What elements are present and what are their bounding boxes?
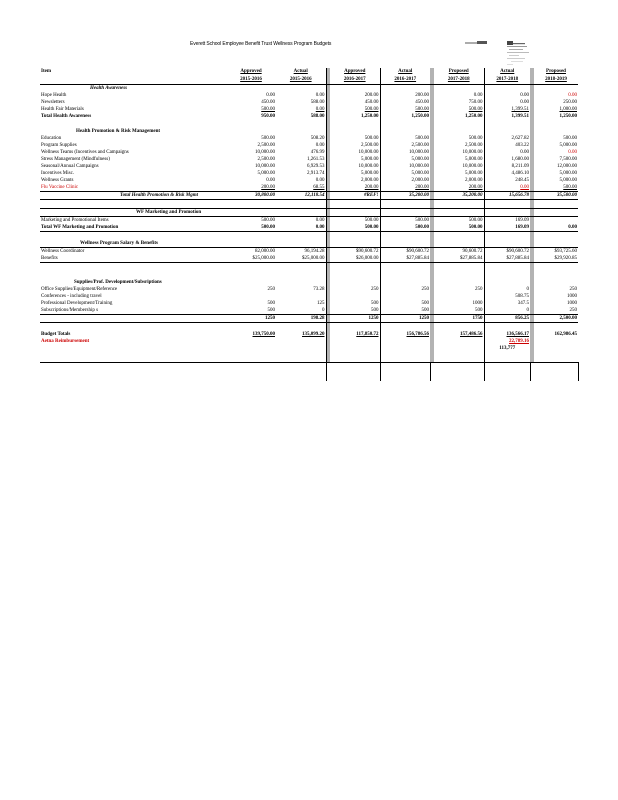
cell: 750.00 xyxy=(434,99,484,106)
header-year-1819: 2018-2019 xyxy=(534,76,578,85)
cell: 500.00 xyxy=(261,136,275,141)
cell: 2,500.00 xyxy=(257,143,275,148)
reimbursement-row xyxy=(40,338,578,345)
cell: 1250 xyxy=(380,315,430,323)
cell: $26,000.00 xyxy=(330,255,380,263)
cell: 200.00 xyxy=(434,184,484,192)
cell: 250 xyxy=(421,287,429,292)
table-row xyxy=(40,142,578,149)
cell: 1,399.51 xyxy=(511,114,529,119)
cell: 2,627.82 xyxy=(511,136,529,141)
cell: 200.00 xyxy=(226,184,276,192)
cell: 1,261.53 xyxy=(276,156,326,163)
cell: 2,000.00 xyxy=(411,178,429,183)
cell: 10,000.00 xyxy=(409,150,429,155)
cell: 5,000.00 xyxy=(434,170,484,177)
cell: 0 xyxy=(484,307,530,315)
cell: 248.45 xyxy=(515,178,529,183)
cell: 0 xyxy=(526,287,529,292)
cell: 1,250.00 xyxy=(330,113,380,120)
cell: 125 xyxy=(276,300,326,307)
cell: $27,885.84 xyxy=(434,255,484,263)
cell: 1750 xyxy=(434,315,484,323)
cell xyxy=(534,217,578,225)
section-title: WF Marketing and Promotion xyxy=(40,209,226,217)
cell: 200.00 xyxy=(330,92,380,99)
cell: 500.00 xyxy=(434,217,484,225)
cell: 6,929.53 xyxy=(276,163,326,170)
table-row xyxy=(40,184,578,192)
cell: 22,789.16 xyxy=(509,339,529,344)
cell: 1,000.00 xyxy=(559,107,577,112)
header-year-1617b: 2016-2017 xyxy=(380,76,430,85)
cell: 0.00 xyxy=(520,150,529,155)
section-supplies xyxy=(40,279,578,286)
row-label: Subscriptions/Membership s xyxy=(40,307,226,315)
letterhead-logo xyxy=(465,40,535,70)
cell: 0.00 xyxy=(276,224,326,232)
table-row xyxy=(40,248,578,256)
cell: 0.00 xyxy=(266,178,275,183)
cell: 250 xyxy=(534,307,578,315)
table-row xyxy=(40,217,578,225)
logo-graphic xyxy=(465,40,535,70)
row-label: Office Supplies/Equipment/Reference xyxy=(41,287,118,292)
cell: $27,885.84 xyxy=(380,255,430,263)
cell: $27,885.84 xyxy=(484,255,530,263)
cell: 15,656.78 xyxy=(509,193,529,198)
row-label: Seasonal/Annual Campaigns xyxy=(41,164,99,169)
cell: $29,920.85 xyxy=(534,255,578,263)
cell: 500.00 xyxy=(330,217,380,225)
cell: 5,000.00 xyxy=(257,171,275,176)
cell xyxy=(434,293,484,300)
header-approved-1617: Approved xyxy=(330,68,380,76)
cell: 500 xyxy=(330,300,380,307)
row-label: Hope Health xyxy=(41,93,67,98)
total-row xyxy=(40,224,578,232)
cell: 5,000.00 xyxy=(559,171,577,176)
cell: 90,600.72 xyxy=(434,248,484,256)
total-row xyxy=(40,315,578,323)
row-label: Aetna Reimbursement xyxy=(41,339,90,344)
cell: 403.22 xyxy=(515,143,529,148)
row-label: Program Supplies xyxy=(41,143,77,148)
section-title: Health Awareness xyxy=(90,86,128,91)
cell: 8,211.09 xyxy=(511,164,529,169)
cell: #REF! xyxy=(330,192,380,200)
cell: 500.00 xyxy=(415,136,429,141)
header-row-2 xyxy=(40,76,578,85)
cell: 1,680.00 xyxy=(511,157,529,162)
cell xyxy=(276,293,326,300)
cell: 1,399.51 xyxy=(511,107,529,112)
cell: 200.00 xyxy=(415,93,429,98)
cell: 2,500.00 xyxy=(330,142,380,149)
table-row xyxy=(40,106,578,113)
cell: 0.00 xyxy=(276,142,326,149)
cell: 500.00 xyxy=(380,217,430,225)
cell: 135,099.20 xyxy=(276,331,326,338)
budget-totals-row xyxy=(40,331,578,338)
cell: 500.00 xyxy=(415,107,429,112)
row-label: Total WF Marketing and Promotion xyxy=(40,224,226,232)
cell: 4,486.10 xyxy=(511,171,529,176)
cell: 0.00 xyxy=(276,177,326,184)
cell: 5,000.00 xyxy=(411,157,429,162)
row-label: Newsletters xyxy=(41,100,65,105)
cell: 157,486.56 xyxy=(434,331,484,338)
cell: $25,000.00 xyxy=(226,255,276,263)
cell: $90,600.72 xyxy=(380,248,430,256)
cell: 10,000.00 xyxy=(330,163,380,170)
row-label: Wellness Grants xyxy=(41,178,74,183)
row-label: Professional Development/Training xyxy=(41,301,113,306)
cell: 500 xyxy=(421,301,429,306)
cell: 5,000.00 xyxy=(330,156,380,163)
header-actual-1516: Actual xyxy=(276,68,326,76)
cell: 250 xyxy=(569,287,577,292)
section-title: Wellness Program Salary & Benefits xyxy=(80,241,158,246)
cell: 2,500.00 xyxy=(434,142,484,149)
row-label: Total Health Awareness xyxy=(41,114,92,119)
cell: 0.00 xyxy=(534,224,578,232)
cell xyxy=(330,293,380,300)
cell: 169.09 xyxy=(484,224,530,232)
net-row xyxy=(40,345,578,352)
cell: 35,200.00 xyxy=(409,193,429,198)
table-row xyxy=(40,149,578,156)
cell: 0.00 xyxy=(520,100,529,105)
cell: 30,800.00 xyxy=(255,193,275,198)
cell: 2,913.74 xyxy=(276,170,326,177)
cell: 12,118.54 xyxy=(276,192,326,200)
table-row xyxy=(40,255,578,263)
cell: 500 xyxy=(226,307,276,315)
row-label: Wellness Coordinator xyxy=(40,248,226,256)
cell xyxy=(226,293,276,300)
section-wf-marketing xyxy=(40,209,578,217)
cell: 450.00 xyxy=(330,99,380,106)
cell xyxy=(380,293,430,300)
section-title: Supplies/Prof. Development/Subsriptions xyxy=(74,280,162,285)
row-label: Marketing and Promotional Items xyxy=(40,217,226,225)
cell: 500.00 xyxy=(261,107,275,112)
table-row xyxy=(40,99,578,106)
cell: 7,500.00 xyxy=(559,157,577,162)
cell: 508.20 xyxy=(276,135,326,142)
cell: 1250 xyxy=(226,315,276,323)
table-row xyxy=(40,177,578,184)
header-year-1718b: 2017-2018 xyxy=(484,76,530,85)
cell: 10,000.00 xyxy=(255,150,275,155)
table-row xyxy=(40,293,578,300)
cell: $90,600.72 xyxy=(484,248,530,256)
cell: 2,500.00 xyxy=(257,157,275,162)
cell: 500.00 xyxy=(434,224,484,232)
cell: 500.00 xyxy=(434,106,484,113)
cell: 500.00 xyxy=(330,224,380,232)
cell: 0.00 xyxy=(484,184,530,192)
cell: 500.00 xyxy=(226,217,276,225)
cell: 198.28 xyxy=(276,315,326,323)
cell: 500.00 xyxy=(330,106,380,113)
header-year-1718a: 2017-2018 xyxy=(434,76,484,85)
cell: 0.00 xyxy=(520,93,529,98)
table-row xyxy=(40,300,578,307)
cell: 68.55 xyxy=(276,184,326,192)
section-salary xyxy=(40,240,578,248)
cell: 0.00 xyxy=(276,92,326,99)
cell: 1000 xyxy=(567,294,577,299)
cell: 508.75 xyxy=(515,294,529,299)
cell: 500 xyxy=(434,307,484,315)
cell: 73.28 xyxy=(276,286,326,293)
cell: 5,000.00 xyxy=(434,156,484,163)
cell: 10,000.00 xyxy=(409,164,429,169)
header-actual-1617: Actual xyxy=(398,69,413,74)
cell: 200.00 xyxy=(380,184,430,192)
header-item: Item xyxy=(41,69,51,74)
cell: 250 xyxy=(434,286,484,293)
cell: 5,000.00 xyxy=(559,143,577,148)
cell: 347.5 xyxy=(517,301,529,306)
header-actual-1718: Actual xyxy=(500,69,515,74)
header-row-1 xyxy=(40,68,578,76)
row-label: Benefits xyxy=(40,255,226,263)
cell: 117,850.72 xyxy=(330,331,380,338)
cell: 500.00 xyxy=(380,224,430,232)
section-health-awareness xyxy=(40,85,578,93)
cell: 1,250.00 xyxy=(411,114,429,119)
cell: 5,000.00 xyxy=(559,178,577,183)
cell: 0.00 xyxy=(568,93,577,98)
cell: 35,200.00 xyxy=(434,192,484,200)
cell: 2,500.00 xyxy=(411,143,429,148)
cell: 0.00 xyxy=(276,106,326,113)
row-label: Budget Totals xyxy=(41,332,71,337)
cell: 950.00 xyxy=(261,114,275,119)
cell: 250.00 xyxy=(563,100,577,105)
table-row xyxy=(40,156,578,163)
cell: 500.00 xyxy=(330,135,380,142)
header-year-1516a: 2015-2016 xyxy=(226,76,276,85)
cell: 0.00 xyxy=(266,93,275,98)
cell: 10,000.00 xyxy=(255,164,275,169)
row-label: Education xyxy=(41,136,62,141)
cell: 856.25 xyxy=(484,315,530,323)
cell: 200.00 xyxy=(330,184,380,192)
header-proposed-1819: Proposed xyxy=(546,69,566,74)
cell: 96,194.28 xyxy=(276,248,326,256)
cell: 162,986.45 xyxy=(554,332,577,337)
header-proposed-1718: Proposed xyxy=(434,68,484,76)
cell: 82,000.00 xyxy=(226,248,276,256)
row-label: Incentives Misc. xyxy=(41,171,75,176)
row-label: Stress Management (Mindfulness) xyxy=(41,157,110,162)
cell: 250 xyxy=(267,287,275,292)
cell: 476.99 xyxy=(276,149,326,156)
cell: 1,250.00 xyxy=(559,114,577,119)
cell: 5,000.00 xyxy=(330,170,380,177)
cell: 250 xyxy=(330,286,380,293)
cell: 450.00 xyxy=(261,100,275,105)
cell: 500 xyxy=(380,307,430,315)
cell: $90,600.72 xyxy=(330,248,380,256)
total-row xyxy=(40,192,578,200)
cell: 1250 xyxy=(330,315,380,323)
cell: 10,000.00 xyxy=(434,149,484,156)
cell: 450.00 xyxy=(415,100,429,105)
cell: 5,000.00 xyxy=(411,171,429,176)
cell: 10,000.00 xyxy=(434,163,484,170)
row-label: Wellness Teams (Incentives and Campaigns xyxy=(41,150,129,155)
cell: 2,000.00 xyxy=(330,177,380,184)
cell: 136,566.17 xyxy=(506,332,529,337)
cell: $93,725.60 xyxy=(534,248,578,256)
cell: 10,000.00 xyxy=(330,149,380,156)
cell: 1000 xyxy=(434,300,484,307)
cell: 0.00 xyxy=(276,217,326,225)
table-row xyxy=(40,170,578,177)
header-year-1617a: 2016-2017 xyxy=(330,76,380,85)
budget-table xyxy=(40,68,579,381)
cell: 139,750.00 xyxy=(252,332,275,337)
cell: 2,000.00 xyxy=(434,177,484,184)
document-title: Everett School Employee Benefit Trust Wellness Program Budgets xyxy=(190,41,332,47)
header-approved-1516: Approved xyxy=(240,69,262,74)
cell: $25,000.00 xyxy=(276,255,326,263)
cell: 1000 xyxy=(567,301,577,306)
cell: 500 xyxy=(330,307,380,315)
section-health-promotion xyxy=(40,128,578,135)
cell: 169.09 xyxy=(484,217,530,225)
cell: 113,777 xyxy=(499,346,516,351)
cell: 500.00 xyxy=(226,224,276,232)
table-row xyxy=(40,163,578,170)
cell: 1,250.00 xyxy=(434,113,484,120)
row-label: Health Fair Materials xyxy=(41,107,84,112)
table-row xyxy=(40,286,578,293)
cell: 2,500.00 xyxy=(534,315,578,323)
total-row xyxy=(40,113,578,120)
cell: 588.00 xyxy=(276,99,326,106)
cell: 35,500.00 xyxy=(557,193,577,198)
cell: 500 xyxy=(267,301,275,306)
cell: 0 xyxy=(276,307,326,315)
cell: 156,786.56 xyxy=(406,332,429,337)
cell: 500.00 xyxy=(534,184,578,192)
cell: 500.00 xyxy=(563,136,577,141)
row-label: Conferences - including travel xyxy=(41,294,102,299)
row-label xyxy=(40,315,226,323)
cell: 588.00 xyxy=(276,113,326,120)
table-row xyxy=(40,135,578,142)
table-row xyxy=(40,92,578,99)
cell: 0.00 xyxy=(434,92,484,99)
row-label: Flu Vaccine Clinic xyxy=(40,184,226,192)
table-row xyxy=(40,307,578,315)
cell: 500.00 xyxy=(434,135,484,142)
row-label: Total Health Promotion & Risk Mgmt xyxy=(120,193,199,198)
section-title: Health Promotion & Risk Management xyxy=(76,129,161,134)
header-year-1516b: 2015-2016 xyxy=(276,76,326,85)
cell: 0.00 xyxy=(568,150,577,155)
cell: 12,000.00 xyxy=(557,164,577,169)
